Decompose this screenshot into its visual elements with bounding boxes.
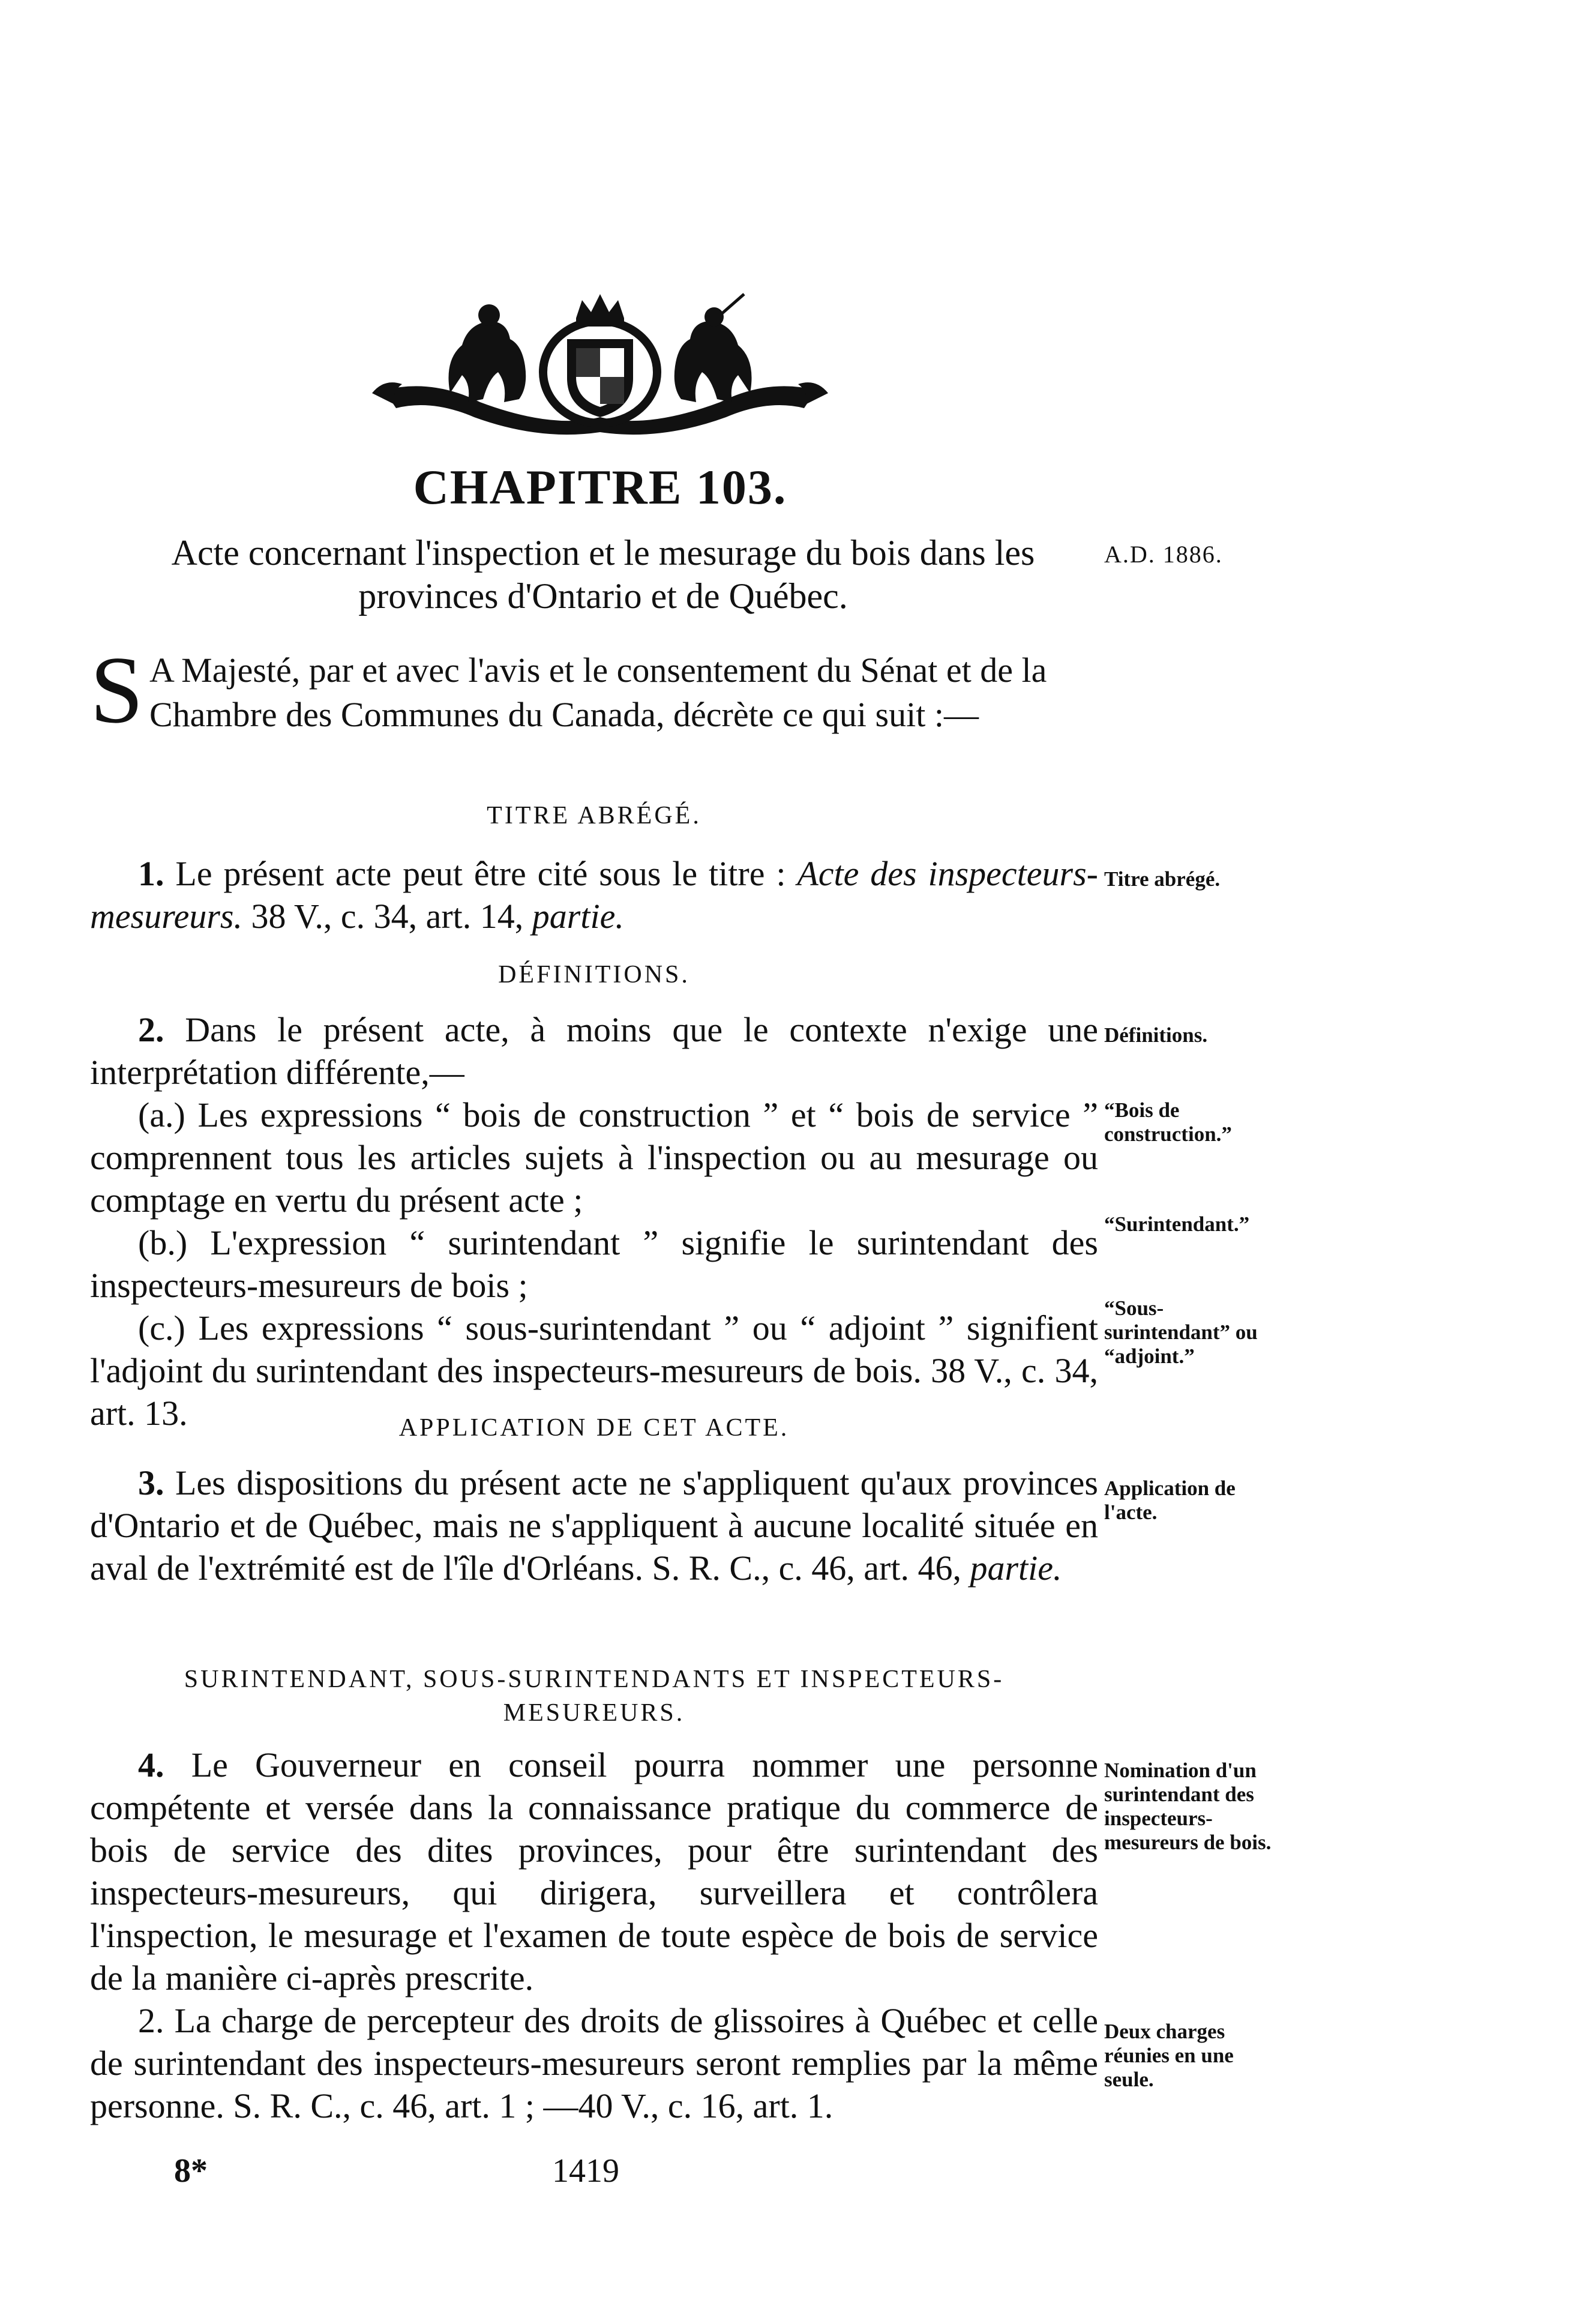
drop-cap: S [90, 636, 143, 743]
section-4: 4. Le Gouverneur en conseil pourra nommer une personne compétente et versée dans la connaissance pratique du commerce de bois de service des dites provinces, pour être surintendant des inspecteurs-mesureurs, qui dirigera, surveillera et contrôlera l'inspection, le mesurage et l'examen de toute espèce de bois de service de la manière ci-après prescrite. 2. La charge de percepteur des droits de glissoires à Québec et celle de surintendant des inspecteurs-mesureurs seront remplies par la même personne. S. R. C., c. 46, art. 1 ; —40 V., c. 16, art. 1. [90, 1745, 1098, 2125]
subsection-2: 2. La charge de percepteur des droits de glissoires à Québec et celle de surintendant des inspecteurs-mesureurs seront remplies par la même personne. S. R. C., c. 46, art. 1 ; —40 V., c. 16, art. 1. [90, 2001, 1098, 2125]
margin-note-bois: “Bois de construction.” [1104, 1098, 1232, 1146]
enacting-text: A Majesté, par et avec l'avis et le consentement du Sénat et de la Chambre des Communes du Canada, décrète ce qui suit :— [149, 651, 1047, 734]
margin-note-surintendant: “Surintendant.” [1104, 1212, 1250, 1236]
enacting-clause [90, 636, 1098, 743]
section-number: 2. [138, 1010, 164, 1049]
royal-coat-of-arms-emblem [360, 288, 840, 438]
chapter-title: CHAPITRE 103. [413, 460, 787, 514]
section-number: 4. [138, 1745, 164, 1784]
definition-b: (b.) L'expression “ surintendant ” signifie le surintendant des inspecteurs-mesureurs de bois ; [90, 1223, 1098, 1305]
heading-definitions: DÉFINITIONS. [498, 961, 690, 989]
margin-note-sous-surintendant: “Sous-surintendant” ou “adjoint.” [1104, 1296, 1258, 1368]
heading-short-title: TITRE ABRÉGÉ. [487, 802, 701, 829]
margin-note-definitions: Définitions. [1104, 1023, 1208, 1047]
page-number: 1419 [552, 2152, 619, 2190]
act-title: Acte concernant l'inspection et le mesurage du bois dans les provinces d'Ontario et de Québec. [171, 533, 1035, 616]
section-1: 1. Le présent acte peut être cité sous le titre : Acte des inspecteurs-mesureurs. 38 V., c. 34, art. 14, partie. [90, 854, 1098, 936]
definition-a: (a.) Les expressions “ bois de construction ” et “ bois de service ” comprennent tous les articles sujets à l'inspection ou au mesurage ou comptage en vertu du présent acte ; [90, 1095, 1098, 1220]
heading-superintendent: SURINTENDANT, SOUS-SURINTENDANTS ET INSPECTEURS- MESUREURS. [184, 1666, 1005, 1727]
margin-note-short-title: Titre abrégé. [1104, 867, 1221, 891]
definition-c: (c.) Les expressions “ sous-surintendant ” ou “ adjoint ” signifient l'adjoint du surintendant des inspecteurs-mesureurs de bois. 38 V., c. 34, art. 13. [90, 1308, 1098, 1433]
margin-note-deux-charges: Deux charges réunies en une seule. [1104, 2020, 1234, 2091]
section-number: 1. [138, 854, 164, 893]
margin-note-nomination: Nomination d'un surintendant des inspecteurs-mesureurs de bois. [1104, 1759, 1272, 1854]
section-3: 3. Les dispositions du présent acte ne s'appliquent qu'aux provinces d'Ontario et de Québec, mais ne s'appliquent à aucune localité située en aval de l'extrémité est de l'île d'Orléans. S. R. C., c. 46, art. 46, partie. [90, 1463, 1098, 1588]
margin-note-application: Application de l'acte. [1104, 1477, 1236, 1524]
margin-note-year: A.D. 1886. [1104, 541, 1223, 568]
heading-application: APPLICATION DE CET ACTE. [398, 1414, 790, 1442]
section-number: 3. [138, 1463, 164, 1502]
section-2: 2. Dans le présent acte, à moins que le contexte n'exige une interprétation différente,— (a.) Les expressions “ bois de construction ” et “ bois de service ” comprennent tous les articles sujets à l'inspection ou au mesurage ou comptage en vertu du présent acte ; (b.) L'expression “ surintendant ” signifie le surintendant des inspecteurs-mesureurs de bois ; (c.) Les expressions “ sous-surintendant ” ou “ adjoint ” signifient l'adjoint du surintendant des inspecteurs-mesureurs de bois. 38 V., c. 34, art. 13. [90, 1010, 1098, 1433]
signature-mark: 8* [174, 2152, 208, 2190]
